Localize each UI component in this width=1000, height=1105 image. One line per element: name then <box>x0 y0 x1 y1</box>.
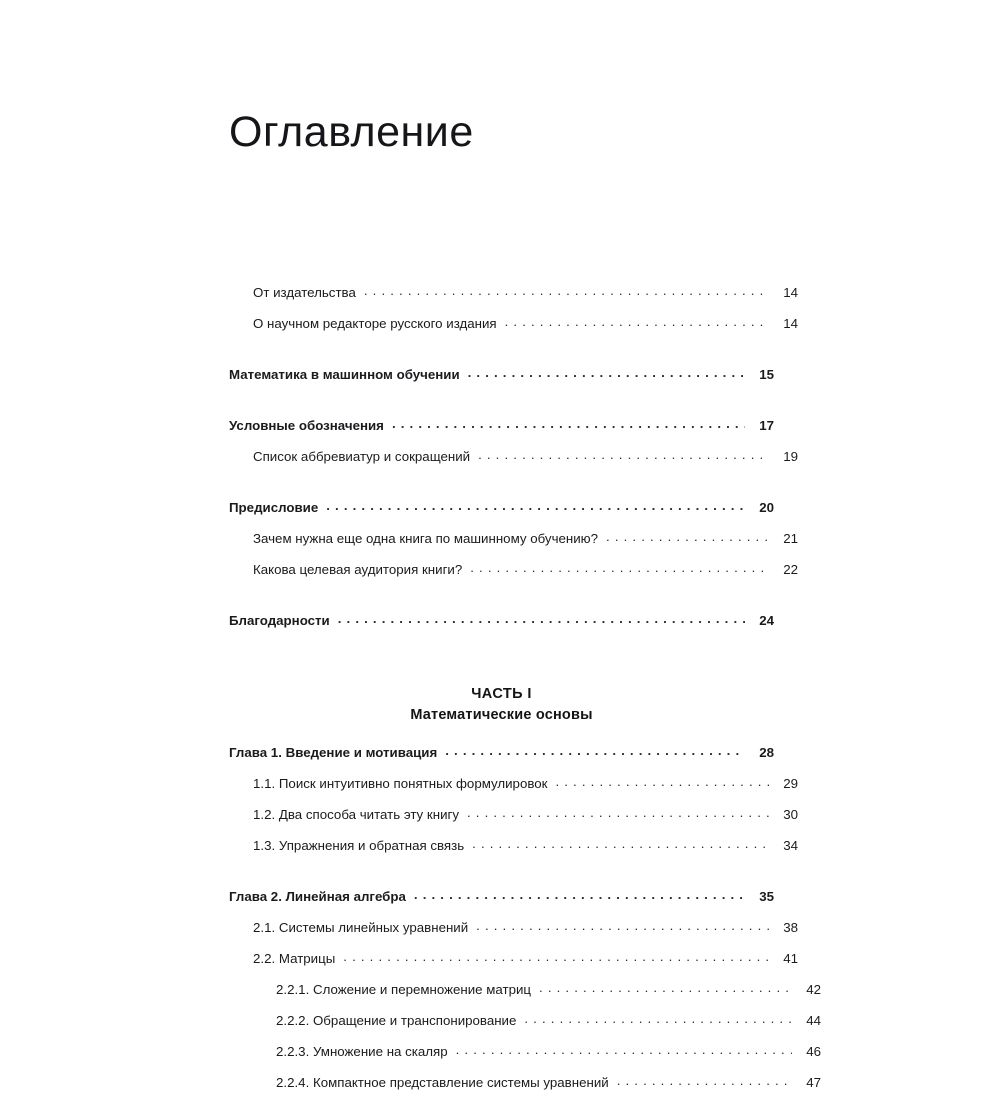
toc-entry-page-number: 15 <box>759 367 774 383</box>
toc-entry-page-number: 34 <box>783 838 798 854</box>
toc-dot-leader <box>555 775 769 788</box>
toc-entry[interactable] <box>253 561 798 592</box>
table-of-contents <box>229 284 821 1105</box>
toc-entry[interactable] <box>253 315 798 346</box>
toc-entry[interactable] <box>253 919 798 950</box>
part-label: ЧАСТЬ I <box>471 686 532 702</box>
toc-entry[interactable] <box>229 612 774 643</box>
toc-entry[interactable] <box>276 1012 821 1043</box>
toc-entry-label: Список аббревиатур и сокращений <box>253 449 471 465</box>
toc-entry-label: 2.2.1. Сложение и перемножение матриц <box>276 982 532 998</box>
toc-entry-page-number: 14 <box>783 316 798 332</box>
toc-dot-leader <box>472 837 769 850</box>
toc-dot-leader <box>456 1043 792 1056</box>
toc-entry-page-number: 44 <box>806 1013 821 1029</box>
toc-dot-leader <box>606 530 769 543</box>
toc-dot-leader <box>445 744 745 757</box>
toc-entry[interactable] <box>253 837 798 868</box>
toc-entry[interactable] <box>253 284 798 315</box>
toc-entry-page-number: 29 <box>783 776 798 792</box>
toc-dot-leader <box>343 950 769 963</box>
toc-entry-page-number: 19 <box>783 449 798 465</box>
toc-entry-page-number: 38 <box>783 920 798 936</box>
toc-entry-page-number: 46 <box>806 1044 821 1060</box>
toc-front-matter-section <box>229 284 798 643</box>
toc-dot-leader <box>338 612 745 625</box>
toc-entry-label: Предисловие <box>229 500 319 516</box>
toc-dot-leader <box>476 919 769 932</box>
toc-entry-page-number: 35 <box>759 889 774 905</box>
toc-part-one-section <box>229 744 821 1105</box>
toc-entry-page-number: 14 <box>783 285 798 301</box>
toc-entry-page-number: 41 <box>783 951 798 967</box>
toc-entry-label: Какова целевая аудитория книги? <box>253 562 463 578</box>
toc-entry[interactable] <box>276 1074 821 1105</box>
toc-dot-leader <box>326 499 745 512</box>
toc-dot-leader <box>470 561 769 574</box>
toc-entry[interactable] <box>253 530 798 561</box>
toc-entry-label: 2.2.3. Умножение на скаляр <box>276 1044 448 1060</box>
toc-entry-label: Зачем нужна еще одна книга по машинному обучению? <box>253 531 599 547</box>
toc-entry[interactable] <box>229 366 774 397</box>
toc-entry-page-number: 24 <box>759 613 774 629</box>
toc-dot-leader <box>467 806 769 819</box>
part-heading <box>229 684 774 726</box>
toc-dot-leader <box>478 448 769 461</box>
toc-entry-label: 2.2.4. Компактное представление системы уравнений <box>276 1075 609 1091</box>
toc-entry-page-number: 28 <box>759 745 774 761</box>
toc-entry-page-number: 17 <box>759 418 774 434</box>
toc-entry-label: Математика в машинном обучении <box>229 367 460 383</box>
toc-dot-leader <box>414 888 745 901</box>
toc-entry-label: Глава 1. Введение и мотивация <box>229 745 438 761</box>
toc-entry[interactable] <box>229 744 774 775</box>
toc-entry-page-number: 22 <box>783 562 798 578</box>
toc-dot-leader <box>524 1012 792 1025</box>
toc-entry-label: Благодарности <box>229 613 330 629</box>
toc-entry-label: Условные обозначения <box>229 418 384 434</box>
toc-dot-leader <box>392 417 745 430</box>
toc-entry[interactable] <box>229 499 774 530</box>
toc-entry-label: 2.1. Системы линейных уравнений <box>253 920 469 936</box>
toc-entry-page-number: 21 <box>783 531 798 547</box>
toc-entry-page-number: 42 <box>806 982 821 998</box>
toc-entry[interactable] <box>253 775 798 806</box>
toc-entry-label: 1.3. Упражнения и обратная связь <box>253 838 465 854</box>
page-title: Оглавление <box>229 108 474 156</box>
toc-entry[interactable] <box>253 950 798 981</box>
toc-entry[interactable] <box>276 981 821 1012</box>
toc-entry[interactable] <box>276 1043 821 1074</box>
toc-entry[interactable] <box>253 448 798 479</box>
toc-dot-leader <box>539 981 792 994</box>
toc-dot-leader <box>505 315 769 328</box>
toc-entry-page-number: 20 <box>759 500 774 516</box>
toc-entry[interactable] <box>253 806 798 837</box>
toc-entry-label: От издательства <box>253 285 356 301</box>
toc-entry-page-number: 30 <box>783 807 798 823</box>
toc-entry-label: 1.1. Поиск интуитивно понятных формулировок <box>253 776 548 792</box>
toc-dot-leader <box>364 284 769 297</box>
toc-dot-leader <box>617 1074 792 1087</box>
part-title: Математические основы <box>410 707 593 724</box>
toc-entry-label: 1.2. Два способа читать эту книгу <box>253 807 459 823</box>
toc-entry-label: О научном редакторе русского издания <box>253 316 497 332</box>
toc-dot-leader <box>468 366 745 379</box>
toc-entry-page-number: 47 <box>806 1075 821 1091</box>
toc-entry[interactable] <box>229 888 774 919</box>
toc-entry-label: Глава 2. Линейная алгебра <box>229 889 406 905</box>
toc-entry-label: 2.2.2. Обращение и транспонирование <box>276 1013 517 1029</box>
toc-entry-label: 2.2. Матрицы <box>253 951 336 967</box>
toc-entry[interactable] <box>229 417 774 448</box>
